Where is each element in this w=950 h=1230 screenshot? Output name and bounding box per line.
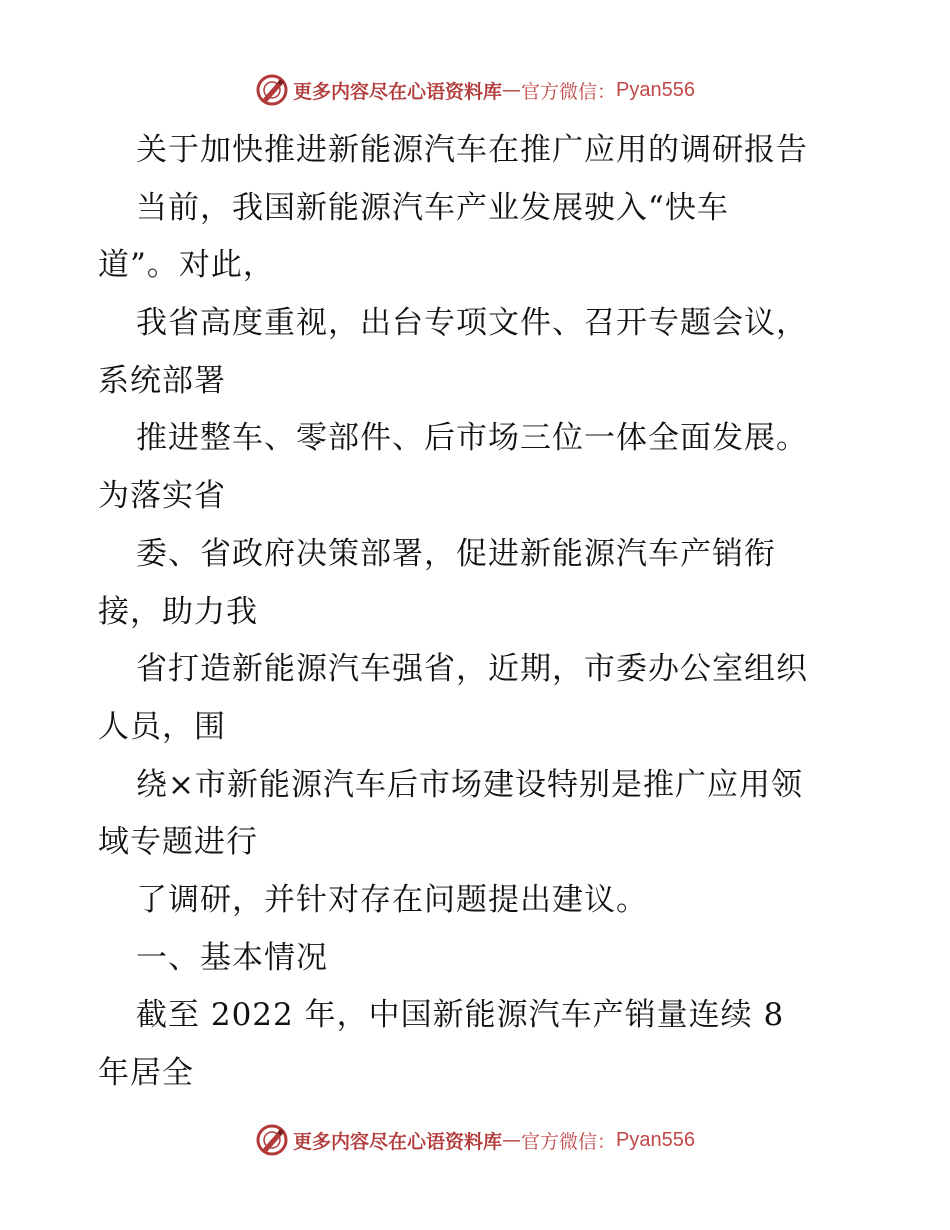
document-line: 接，助力我 [98,593,258,630]
header-contact-id: Pyan556 [616,78,695,101]
document-line: 域专题进行 [98,824,258,861]
document-line: 了调研，并针对存在问题提出建议。 [136,881,648,918]
header-contact-label: 官方微信： [521,80,617,103]
document-line: 道”。对此， [98,247,275,284]
document-line: 委、省政府决策部署，促进新能源汽车产销衔 [136,535,776,572]
header-dash: — [502,79,522,101]
header-brand-text: 更多内容尽在心语资料库 [293,80,503,103]
document-line: 绕×市新能源汽车后市场建设特别是推广应用领 [136,766,803,803]
footer-contact-id: Pyan556 [616,1128,695,1151]
document-line: 推进整车、零部件、后市场三位一体全面发展。 [136,420,808,457]
pen-logo-icon [255,73,289,107]
document-line: 为落实省 [98,478,226,515]
footer-contact-label: 官方微信： [521,1130,617,1153]
document-line: 关于加快推进新能源汽车在推广应用的调研报告 [136,132,808,168]
document-line: 年居全 [98,1055,194,1091]
document-line: 系统部署 [98,362,226,399]
footer-dash: — [502,1129,522,1151]
document-body [98,122,858,1103]
document-line: 省打造新能源汽车强省，近期，市委办公室组织 [136,651,808,688]
document-line: 截至 2022 年，中国新能源汽车产销量连续 8 [136,997,785,1034]
footer-brand-text: 更多内容尽在心语资料库 [293,1130,503,1153]
pen-logo-icon [255,1123,289,1157]
document-line: 一、基本情况 [136,939,328,976]
header-watermark-banner [0,72,950,108]
document-line: 我省高度重视，出台专项文件、召开专题会议， [136,305,808,342]
footer-watermark-banner [0,1122,950,1158]
document-line: 人员，围 [98,708,226,745]
document-line: 当前，我国新能源汽车产业发展驶入“快车 [136,189,729,226]
